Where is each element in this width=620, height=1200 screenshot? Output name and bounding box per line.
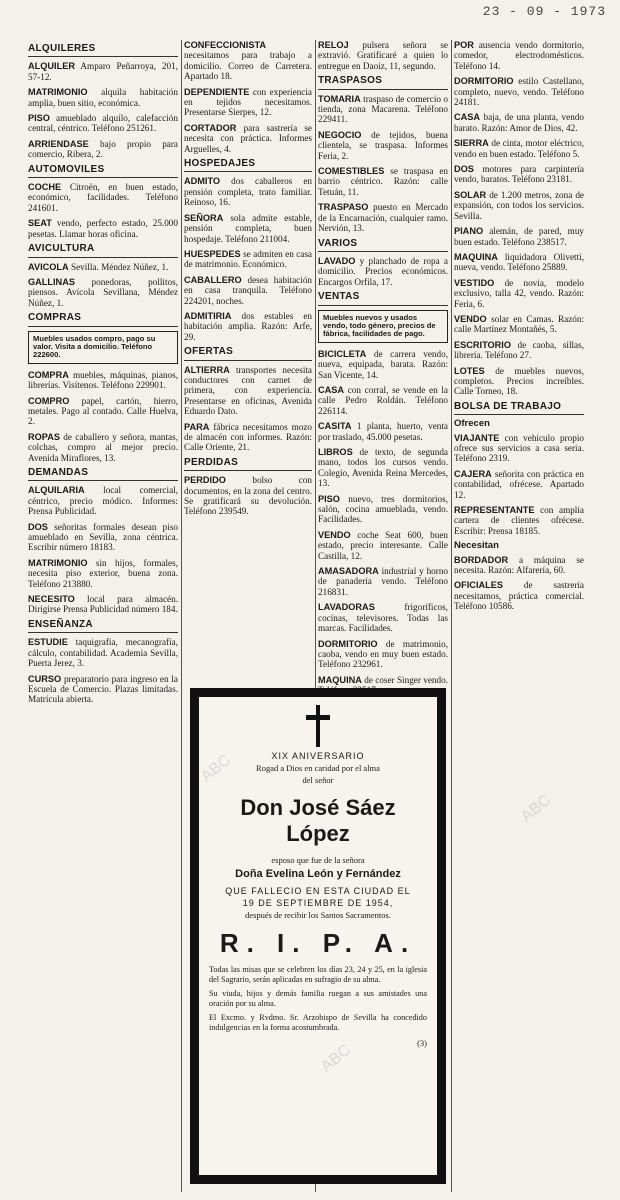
ad-text: se traspasa en barrio céntrico. Razón: calle Tetuán, 11. [318,166,448,197]
ad-text: taquigrafía, mecanografía, cálculo, contabilidad. Academia Sevilla, Puerta Jerez, 3. [28,637,179,669]
ad-lead-word: ADMITO [184,176,221,187]
classified-ad [184,213,312,244]
classified-ad [454,226,584,247]
ad-lead-word: CASA [318,384,345,395]
classified-ad [318,202,448,233]
boxed-notice: Muebles usados compro, pago su valor. Visita a domicilio. Teléfono 222600. [28,331,178,364]
classified-ad [318,421,448,442]
ad-text: de muebles nuevos, completos. Precios increíbles. Calle Torneo, 18. [454,365,584,397]
classified-ad [454,469,584,500]
obituary-sacraments: después de recibir los Santos Sacramentos. [245,910,391,920]
ad-text: de caballero y señora, mantas, colchas, compro al mejor precio. Avenida Miraflores, 13. [28,431,178,463]
ad-lead-word: VIAJANTE [454,432,500,443]
classified-ad [184,87,312,118]
boxed-notice: Muebles nuevos y usados vendo, todo género, precios de fábrica, facilidades de pago. [318,310,448,343]
classified-ad [184,365,312,417]
classified-ad [184,176,312,207]
ad-text: de carrera vendo, nueva, equipada, barata. Razón: San Vicente, 14. [318,348,448,380]
classified-ad [454,138,584,159]
ad-text: fábrica necesitamos mozo de almacén con informes. Razón: Calle Oriente, 21. [184,421,313,453]
classified-ad [28,396,178,427]
classified-ad [28,370,178,391]
ad-text: liquidadora Olivetti, nueva, vendo. Teléfono 25889. [454,251,584,273]
ad-text: alquila habitación amplia, buen sitio, económica. [28,87,178,108]
ad-lead-word: DORMITORIO [318,638,378,649]
classified-ad [184,475,312,517]
classified-ad [454,40,584,71]
ad-text: señorita con práctica en contabilidad, ofrécese. Apartado 12. [454,468,584,500]
classified-ad [184,422,312,453]
ad-text: de texto, de segunda mano, todos los cursos vendo. Colegio, Avenida Reina Mercedes, 13. [318,447,448,489]
obituary-of-the: del señor [302,775,334,785]
ad-text: con corral, se vende en la calle Pedro Roldán. Teléfono 226114. [318,384,448,416]
ad-text: de coser Singer vendo. [364,674,448,685]
ad-lead-word: ALQUILER [28,61,75,72]
ad-text: bajo propio para comercio, Ribera, 2. [28,138,178,160]
ad-text: Citroën, en buen estado, económico, facilidades. Teléfono 241601. [28,182,179,213]
obituary-body: Todas las misas que se celebren los días 23, 24 y 25, en la iglesia del Sagrario, serán aplicadas en sufragio de su alma. [209,965,427,984]
obituary-spouse-intro: esposo que fue de la señora [271,855,365,865]
ad-text: 1 planta, huerto, venta por traslado, 45.000 pesetas. [318,421,448,442]
ad-text: muebles, máquinas, pianos, librerías. Visítenos. Teléfono 229901. [28,369,178,391]
classified-ad [318,494,448,525]
ad-text: dos estables en habitación amplia. Razón: Arfe, 29. [184,310,312,342]
section-heading: ENSEÑANZA [28,620,178,633]
obituary-body: El Excmo. y Rvdmo. Sr. Arzobispo de Sevilla ha concedido indulgencias en la forma acostumbrada. [209,1013,427,1032]
ad-text: bolso con documentos, en la zona del centro. Se gratificará su devolución. Teléfono 239549. [184,475,312,517]
page-date-stamp: 23 - 09 - 1973 [482,4,606,19]
classified-ad [28,558,178,589]
section-heading: OFERTAS [184,347,312,360]
ad-lead-word: MAQUINA [454,251,498,262]
classified-ad [28,485,178,516]
ad-lead-word: PISO [318,493,340,504]
ad-lead-word: DOS [454,164,474,175]
ad-lead-word: LOTES [454,365,485,376]
ad-lead-word: COMPRA [28,369,69,380]
ad-lead-word: CASITA [318,421,352,432]
classified-ad [454,314,584,335]
ad-lead-word: PERDIDO [184,475,226,486]
ad-lead-word: LAVADO [318,255,356,266]
section-heading: TRASPASOS [318,76,448,89]
classified-ad [454,112,584,133]
ad-text: señoritas formales desean piso amueblado en Sevilla, zona céntrica. Escribir número 18183. [28,521,179,553]
ad-lead-word: PIANO [454,226,484,237]
ad-lead-word: REPRESENTANTE [454,505,535,516]
ad-text: preparatorio para ingreso en la Escuela de Comercio. Plazas limitadas. Matrícula abierta. [28,673,178,705]
ad-lead-word: CONFECCIONISTA [184,40,267,50]
classified-ad [454,164,584,185]
ad-lead-word: DEPENDIENTE [184,86,250,97]
classified-ad [318,530,448,561]
classified-ad [318,566,448,597]
ad-text: con amplia cartera de clientes ofrécese. Escribir: Prensa 18185. [454,505,584,536]
subsection-heading: Ofrecen [454,418,490,430]
column-1 [28,40,178,1194]
classified-ad [184,40,312,82]
ad-text: de caoba, sillas, librería. Teléfono 27. [454,339,584,361]
classified-ad [318,385,448,416]
ad-text: local para almacén. Dirigirse Prensa Publicidad número 184. [28,594,178,615]
obituary-name: Don José Sáez López [240,795,396,846]
ad-text: traspaso de comercio o tienda, zona Macarena. Teléfono 229411. [318,93,448,125]
ad-lead-word: ARRIENDASE [28,138,89,149]
classified-ad [184,275,312,306]
ad-text: Sevilla. Méndez Núñez, 1. [70,261,169,272]
section-heading: HOSPEDAJES [184,159,312,172]
classified-ad [184,311,312,342]
ad-text: y planchado de ropa a domicilio. Precios económicos. Encargos Orfila, 17. [318,255,448,287]
watermark: ABC [518,791,555,826]
obituary-pray: Rogad a Dios en caridad por el alma [256,763,380,773]
ad-text: ponedoras, pollitos, piensos. Avícola Sevillana, Méndez Núñez, 1. [28,276,179,308]
ad-text: de matrimonio, caoba, vendo en muy buen estado. Teléfono 232961. [318,638,448,670]
ad-lead-word: LAVADORAS [318,602,375,613]
ad-text: coche Seat 600, buen estado, precio interesante. Calle Castilla, 12. [318,529,448,561]
ad-lead-word: CORTADOR [184,122,237,133]
obituary-body: Su viuda, hijos y demás familia ruegan a sus amistades una oración por su alma. [209,989,427,1008]
ad-text: amueblado alquilo, calefacción central, céntrico. Teléfono 251261. [28,113,178,134]
section-heading: VENTAS [318,292,448,305]
ad-lead-word: ALTIERRA [184,364,230,375]
ad-lead-word: MATRIMONIO [28,87,88,98]
ad-lead-word: LIBROS [318,447,353,457]
cross-icon [305,705,331,747]
ad-lead-word: CURSO [28,673,62,684]
obituary-anniversary: XIX ANIVERSARIO [271,751,365,761]
section-heading: PERDIDAS [184,458,312,471]
ad-text: solar en Camas. Razón: calle Martínez Montañés, 5. [454,313,585,335]
ad-text: para sastrería se necesita con práctica. Informes Arguelles, 4. [184,122,312,154]
classified-ad [28,594,178,615]
ad-lead-word: PARA [184,421,210,432]
classified-ad [318,602,448,633]
ad-text: frigoríficos, cocinas, televisores. Todas las marcas. Facilidades. [318,602,448,634]
section-heading: VARIOS [318,239,448,252]
ad-lead-word: SEAT [28,218,52,229]
section-heading: DEMANDAS [28,468,178,481]
ad-text: de novia, modelo exclusivo, talla 42, vendo. Razón: Feria, 6. [454,277,584,309]
ad-text: nuevo, tres dormitorios, salón, cocina amueblada, vendo. Facilidades. [318,493,448,525]
classified-ad [318,349,448,380]
ad-lead-word: CASA [454,112,481,123]
section-heading: AVICULTURA [28,244,178,257]
classified-ad [28,277,178,308]
ad-text: de sastrería necesitamos, práctica comercial. Teléfono 10586. [454,580,585,612]
classified-ad [318,130,448,161]
classified-ad [28,522,178,553]
ad-text: local comercial, céntrico, precio módico. Informes: Prensa Publicidad. [28,485,178,517]
classified-ad [28,637,178,668]
obituary-notice [190,688,446,1184]
ad-text: de tejidos, buena clientela, se traspasa. Informes Feria, 2. [318,129,448,161]
classified-ad [28,262,178,272]
ad-text: con experiencia en tejidos necesitamos. Presentarse Sierpes, 12. [184,86,312,118]
obituary-spouse: Doña Evelina León y Fernández [235,868,401,880]
ad-lead-word: ADMITIRIA [184,310,232,321]
ad-lead-word: VENDO [318,529,351,540]
ad-lead-word: BORDADOR [454,554,509,565]
ad-text: vendo, perfecto estado, 25.000 pesetas. Llamar horas oficina. [28,218,178,239]
classified-ad [28,432,178,463]
ad-lead-word: COCHE [28,182,62,193]
ad-lead-word: SIERRA [454,138,489,149]
subsection-heading: Necesitan [454,540,499,552]
ad-text: pulsera señora se extravió. Gratificaré a quien lo entregue en Daoiz, 11, segundo. [318,40,448,71]
ad-lead-word: SEÑORA [184,212,224,223]
ad-lead-word: VENDO [454,313,487,324]
ad-lead-word: NEGOCIO [318,129,362,140]
ad-text: sola admite estable, pensión completa, buen hospedaje. Teléfono 211004. [184,212,313,244]
classified-ad [454,505,584,536]
ad-lead-word: CAJERA [454,468,492,479]
ad-lead-word: DOS [28,521,48,532]
ad-lead-word: HUESPEDES [184,248,241,259]
classified-ad [318,94,448,125]
column-4 [454,40,584,1194]
ad-text: transportes necesita conductores con carnet de primera, con experiencia. Presentarse en oficinas, Avenida Eduardo Dato. [184,364,312,417]
classified-ad [28,674,178,705]
classified-ad [318,166,448,197]
column-2 [184,40,312,680]
ad-lead-word: MAQUINA [318,674,362,685]
ad-text: de 1.200 metros, zona de expansión, con todos los servicios. Sevilla. [454,189,585,221]
ad-lead-word: ESTUDIE [28,637,68,648]
ad-lead-word: POR [454,40,474,50]
classified-ad [318,256,448,287]
section-heading: BOLSA DE TRABAJO [454,402,584,415]
ad-lead-word: AVICOLA [28,261,69,272]
ad-text: se admiten en casa de matrimonio. Económico. [184,248,313,270]
classified-ad [28,139,178,160]
ad-text: a máquina se necesita. Razón: Alfarería, 60. [454,554,584,576]
column-rule [451,40,452,1192]
obituary-date: 19 DE SEPTIEMBRE DE 1954, [242,898,394,908]
classified-ad [454,366,584,397]
column-rule [181,40,182,1192]
classified-ad [318,639,448,670]
ad-lead-word: ESCRITORIO [454,339,512,350]
obituary-number: (3) [417,1037,427,1048]
ad-lead-word: COMPRO [28,395,70,406]
ad-lead-word: OFICIALES [454,580,504,591]
ad-text: dos caballeros en pensión completa, trato familiar. Reinoso, 16. [184,176,312,208]
ad-lead-word: RELOJ [318,40,349,50]
ad-text: necesitamos para trabajo a domicilio. Correo de Carretera. Apartado 18. [184,50,312,82]
classified-ad [184,249,312,270]
section-heading: ALQUILERES [28,44,178,57]
classified-ad [318,447,448,489]
classified-ad [454,555,584,576]
ad-text: papel, cartón, hierro, metales. Pago al contado. Calle Huelva, 2. [28,395,178,427]
ad-text: de cinta, motor eléctrico, vendo en buen estado. Teléfono 5. [454,138,584,159]
classified-ad [28,113,178,134]
classified-ad [454,76,584,107]
classified-ad [454,252,584,273]
ad-text: Amparo Peñarroya, 201, 57-12. [28,61,178,82]
classified-ad [184,123,312,154]
ad-text: estilo Castellano, completo, nuevo, vendo. Teléfono 24181. [454,76,585,108]
classified-ad [28,182,178,213]
classified-ad [28,87,178,108]
ad-lead-word: DORMITORIO [454,76,514,87]
ad-text: desea habitación en casa tranquila. Teléfono 224201, noches. [184,274,313,306]
ad-lead-word: SOLAR [454,189,487,200]
ad-lead-word: ALQUILARIA [28,485,85,496]
classified-ad [28,61,178,82]
watermark: ABC [318,1041,355,1076]
ad-lead-word: TOMARIA [318,93,361,104]
ad-lead-word: VESTIDO [454,277,495,288]
ad-text: alemán, de pared, muy buen estado. Teléfono 238517. [454,226,585,247]
section-heading: COMPRAS [28,313,178,326]
ad-text: sin hijos, formales, necesita piso exterior, buena zona. Teléfono 213880. [28,557,178,589]
obituary-rip: R. I. P. A. [219,928,417,958]
ad-lead-word: NECESITO [28,594,75,605]
classified-ad [318,40,448,71]
column-3 [318,40,449,685]
ad-lead-word: PISO [28,113,50,124]
ad-text: puesto en Mercado de la Encarnación, cualquier ramo. Nervión, 13. [318,202,449,234]
ad-lead-word: COMESTIBLES [318,166,385,177]
ad-text: industrial y horno de panadería vendo. Teléfono 216831. [318,566,449,597]
ad-lead-word: CABALLERO [184,274,242,285]
section-heading: AUTOMOVILES [28,165,178,178]
ad-text: ausencia vendo dormitorio, comedor, electrodomésticos. Teléfono 14. [454,40,584,71]
ad-lead-word: BICICLETA [318,348,367,359]
ad-lead-word: GALLINAS [28,276,75,287]
ad-lead-word: TRASPASO [318,202,369,213]
classified-ad [454,580,584,611]
ad-lead-word: AMASADORA [318,566,379,577]
classified-ad [454,340,584,361]
classified-ad [454,278,584,309]
ad-text: motores para carpintería vendo, baratos. Teléfono 23181. [454,164,585,185]
classified-ad [28,218,178,239]
watermark: ABC [198,751,235,786]
ad-lead-word: MATRIMONIO [28,557,88,568]
ad-text: con vehículo propio ofrece sus servicios a casa seria. Teléfono 2319. [454,432,585,464]
obituary-died: QUE FALLECIO EN ESTA CIUDAD EL [225,886,411,896]
ad-text: baja, de una planta, vendo barato. Razón: Amor de Dios, 42. [454,112,585,133]
classified-ad [454,190,584,221]
classified-ad [454,433,584,464]
ad-lead-word: ROPAS [28,431,60,442]
